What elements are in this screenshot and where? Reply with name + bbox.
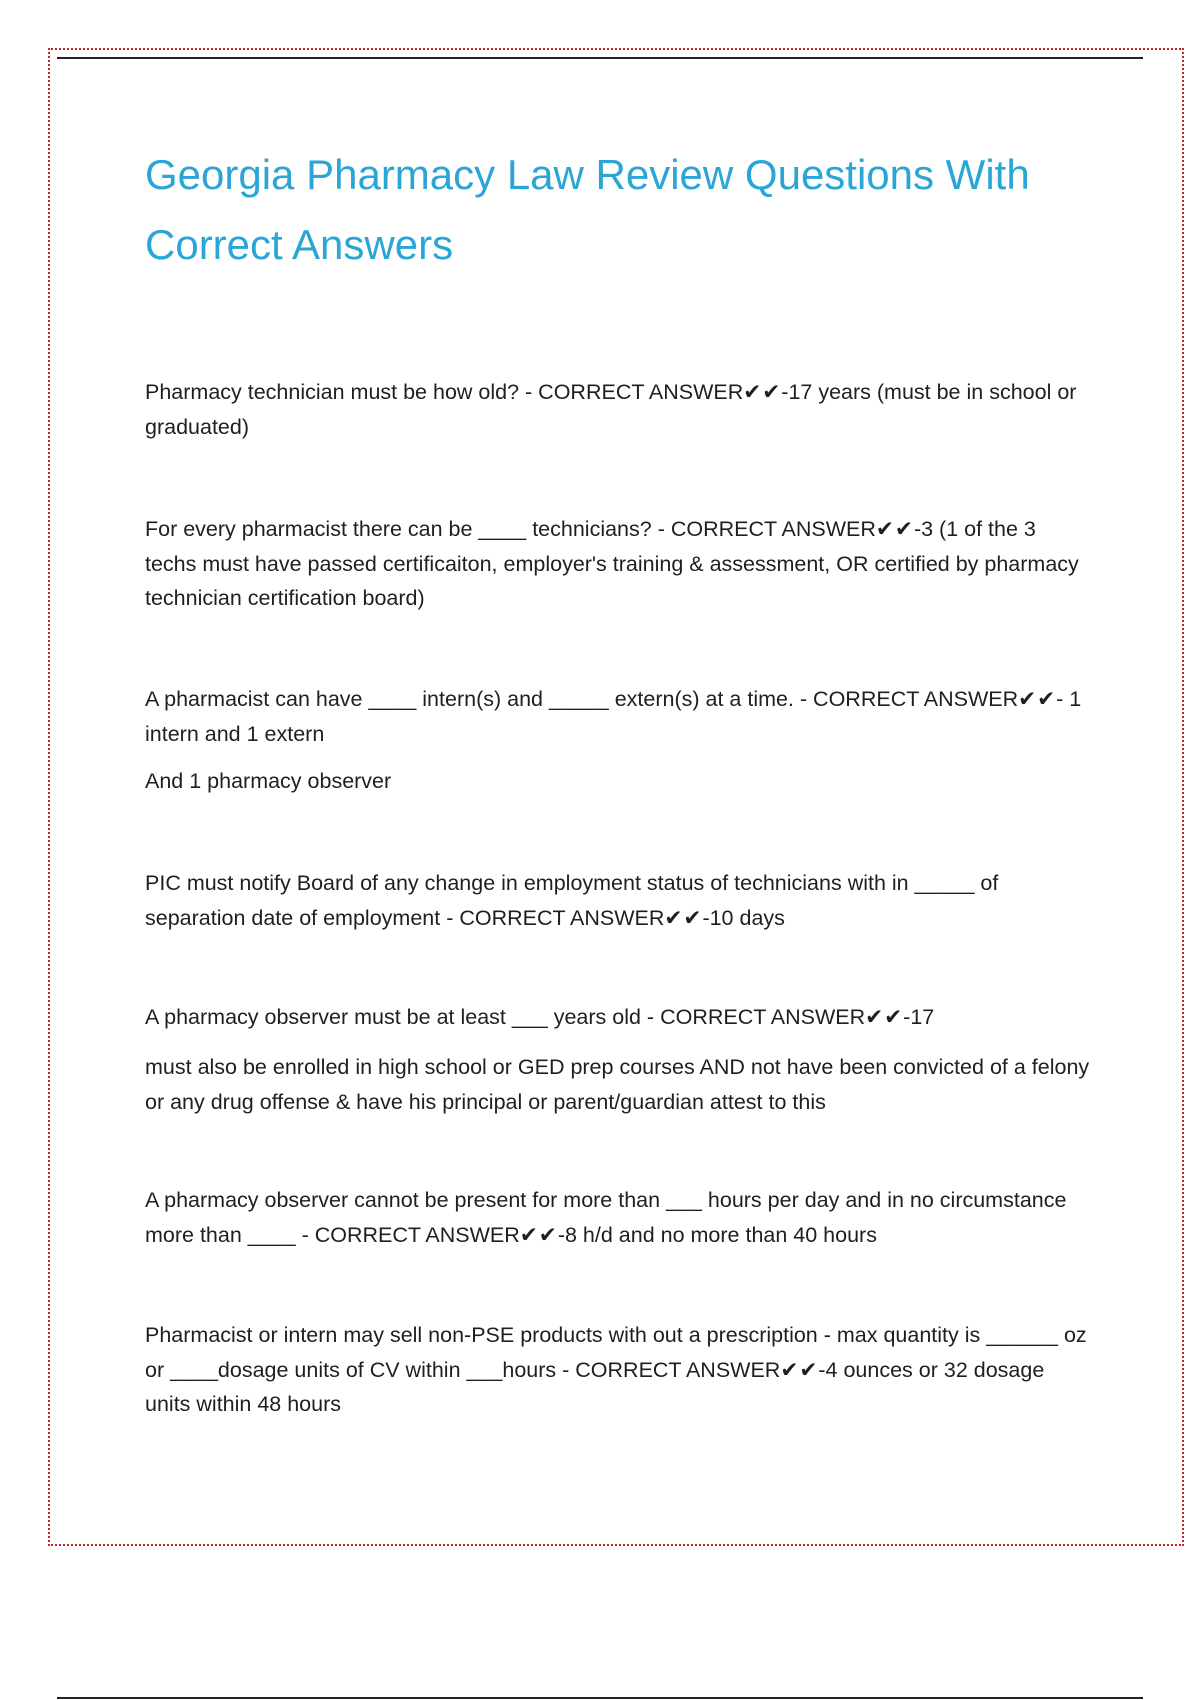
qa-item	[145, 375, 1090, 444]
qa-item	[145, 866, 1090, 935]
header-rule	[57, 57, 1143, 59]
double-check-icon: ✔✔	[875, 517, 914, 541]
question-text: A pharmacy observer cannot be present for more than ___ hours per day and in no circumstance more than ____	[145, 1188, 1067, 1247]
answer-text: -17 years (must be in school or graduated)	[145, 380, 1077, 439]
qa-item	[145, 1183, 1090, 1252]
double-check-icon: ✔✔	[1018, 687, 1057, 711]
question-text: Pharmacy technician must be how old?	[145, 380, 520, 404]
answer-text: -10 days	[702, 905, 785, 930]
answer-label: CORRECT ANSWER	[660, 1005, 866, 1029]
separator: -	[440, 905, 460, 930]
separator: -	[651, 517, 671, 541]
answer-text: -17	[903, 1005, 935, 1029]
separator: -	[519, 380, 539, 404]
answer-label: CORRECT ANSWER	[813, 687, 1019, 711]
double-check-icon: ✔✔	[743, 380, 782, 404]
document-title: Georgia Pharmacy Law Review Questions With Correct Answers	[145, 151, 1030, 268]
qa-item	[145, 512, 1090, 616]
separator: -	[556, 1357, 576, 1382]
answer-label: CORRECT ANSWER	[575, 1357, 781, 1382]
answer-label: CORRECT ANSWER	[538, 380, 744, 404]
answer-text: -4 ounces or 32 dosage units within 48 hours	[145, 1357, 1045, 1416]
answer-label: CORRECT ANSWER	[670, 517, 876, 541]
double-check-icon: ✔✔	[664, 905, 703, 930]
footer-rule	[57, 1697, 1143, 1699]
answer-note: And 1 pharmacy observer	[145, 769, 392, 793]
question-text: For every pharmacist there can be ____ technicians?	[145, 517, 652, 541]
double-check-icon: ✔✔	[780, 1357, 819, 1382]
separator: -	[793, 687, 814, 711]
answer-text: - 1 intern and 1 extern	[145, 687, 1082, 746]
separator: -	[640, 1005, 661, 1029]
question-text: PIC must notify Board of any change in employment status of technicians with in _____ of separation date of employment	[145, 871, 999, 930]
qa-item	[145, 682, 1090, 751]
answer-text: -8 h/d and no more than 40 hours	[557, 1222, 877, 1247]
answer-label: CORRECT ANSWER	[314, 1222, 520, 1247]
answer-text: -3 (1 of the 3 techs must have passed certificaiton, employer's training & assessment, OR certified by pharmacy technician certification board)	[145, 517, 1079, 610]
answer-note: must also be enrolled in high school or GED prep courses AND not have been convicted of a felony or any drug offense & have his principal or parent/guardian attest to this	[145, 1055, 1090, 1114]
separator: -	[295, 1222, 315, 1247]
question-text: Pharmacist or intern may sell non-PSE products with out a prescription - max quantity is ______ oz or ____dosage units of CV within ___hours	[145, 1323, 1087, 1382]
double-check-icon: ✔✔	[519, 1222, 558, 1247]
double-check-icon: ✔✔	[865, 1005, 904, 1029]
question-text: A pharmacy observer must be at least ___ years old	[145, 1005, 641, 1029]
qa-item	[145, 1000, 1090, 1035]
qa-item	[145, 1318, 1090, 1422]
answer-label: CORRECT ANSWER	[459, 905, 665, 930]
question-text: A pharmacist can have ____ intern(s) and _____ extern(s) at a time.	[145, 687, 794, 711]
